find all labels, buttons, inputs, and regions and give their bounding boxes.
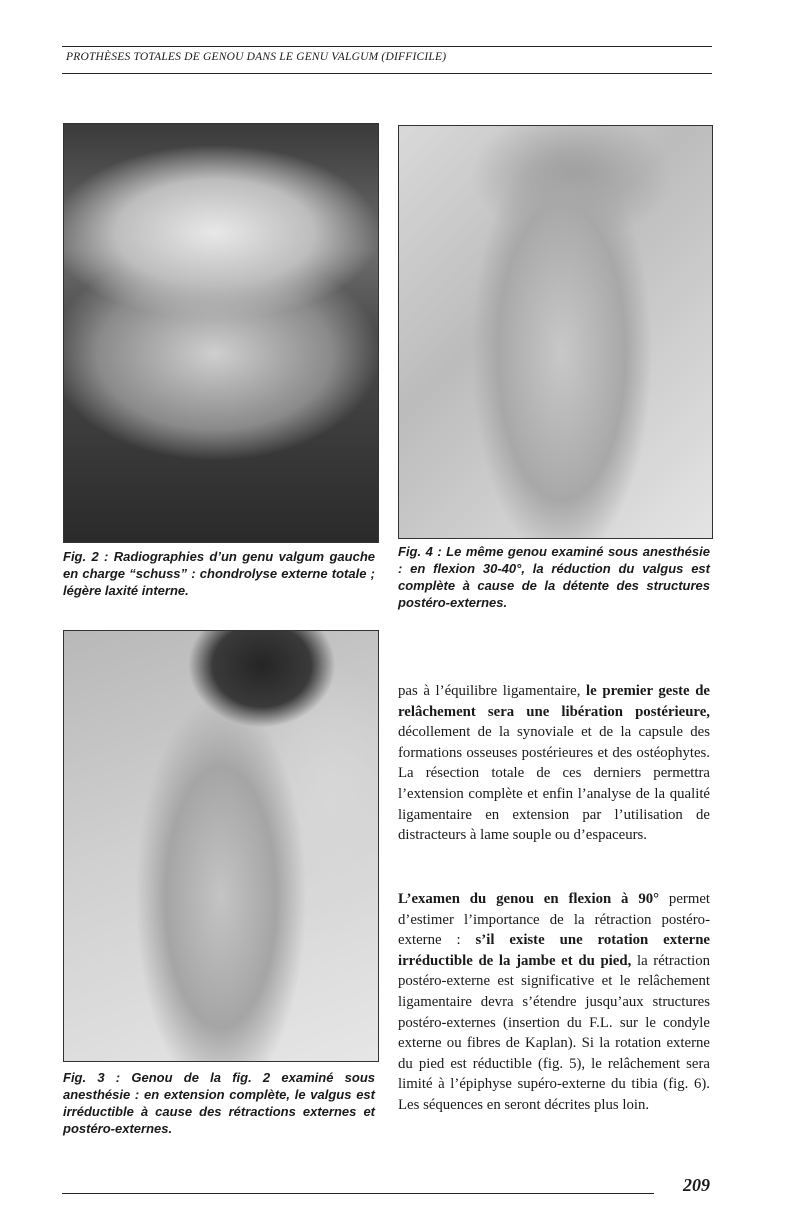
running-title: PROTHÈSES TOTALES DE GENOU DANS LE GENU VALGUM (DIFFICILE) — [66, 51, 447, 63]
paragraph-2-text-a: permet d’estimer l’importance de la rétraction postéro-externe : — [398, 891, 711, 949]
paragraph-1-bold-a: le premier geste de relâchement sera une libération postérieure, — [398, 683, 710, 720]
footer-rule — [62, 1193, 654, 1194]
figure-4-caption — [398, 543, 710, 611]
figure-4-label: Fig. 4 : — [398, 544, 442, 559]
figure-3-caption — [63, 1069, 375, 1137]
paragraph-1-text-b: décollement de la synoviale et de la capsule des formations osseuses postérieures et des ostéophytes. La résection totale de ces derniers permettra l’extension complète et enfin l’analyse de la qualité ligamentaire en extension par l’utilisation de distracteurs à lame souple ou d’espaceurs. — [398, 724, 710, 844]
body-paragraph-2 — [398, 889, 710, 1116]
figure-2-caption — [63, 548, 375, 599]
figure-2-label: Fig. 2 : — [63, 549, 109, 564]
page-number: 209 — [683, 1175, 710, 1195]
figure-3-label: Fig. 3 : — [63, 1070, 121, 1085]
figure-3-caption-text: Genou de la fig. 2 examiné sous anesthésie : en extension complète, le valgus est irréductible à cause des rétractions externes et postéro-externes. — [63, 1070, 375, 1136]
figure-2-radiograph — [63, 123, 379, 543]
header-rule-bottom — [62, 73, 712, 74]
figure-3-photo — [63, 630, 379, 1062]
paragraph-2-bold-b: s’il existe une rotation externe irréductible de la jambe et du pied, — [398, 932, 710, 969]
figure-4-caption-text: Le même genou examiné sous anesthésie : en flexion 30-40°, la réduction du valgus est complète à cause de la détente des structures postéro-externes. — [398, 544, 710, 610]
header-rule-top — [62, 46, 712, 47]
figure-4-photo — [398, 125, 713, 539]
paragraph-2-text-b: la rétraction postéro-externe est significative et le relâchement ligamentaire devra s’étendre jusqu’aux structures postéro-externes (insertion du F.L. sur le condyle externe ou fibres de Kaplan). Si la rotation externe du pied est réductible (fig. 5), le relâchement sera limité à l’épiphyse supéro-externe du tibia (fig. 6). Les séquences en seront décrites plus loin. — [398, 952, 710, 1113]
figure-2-caption-text: Radiographies d’un genu valgum gauche en charge “schuss” : chondrolyse externe totale ; légère laxité interne. — [63, 549, 375, 598]
paragraph-1-text-a: pas à l’équilibre ligamentaire, — [398, 683, 581, 699]
body-paragraph-1 — [398, 681, 710, 846]
paragraph-2-bold-a: L’examen du genou en flexion à 90° — [398, 891, 660, 907]
